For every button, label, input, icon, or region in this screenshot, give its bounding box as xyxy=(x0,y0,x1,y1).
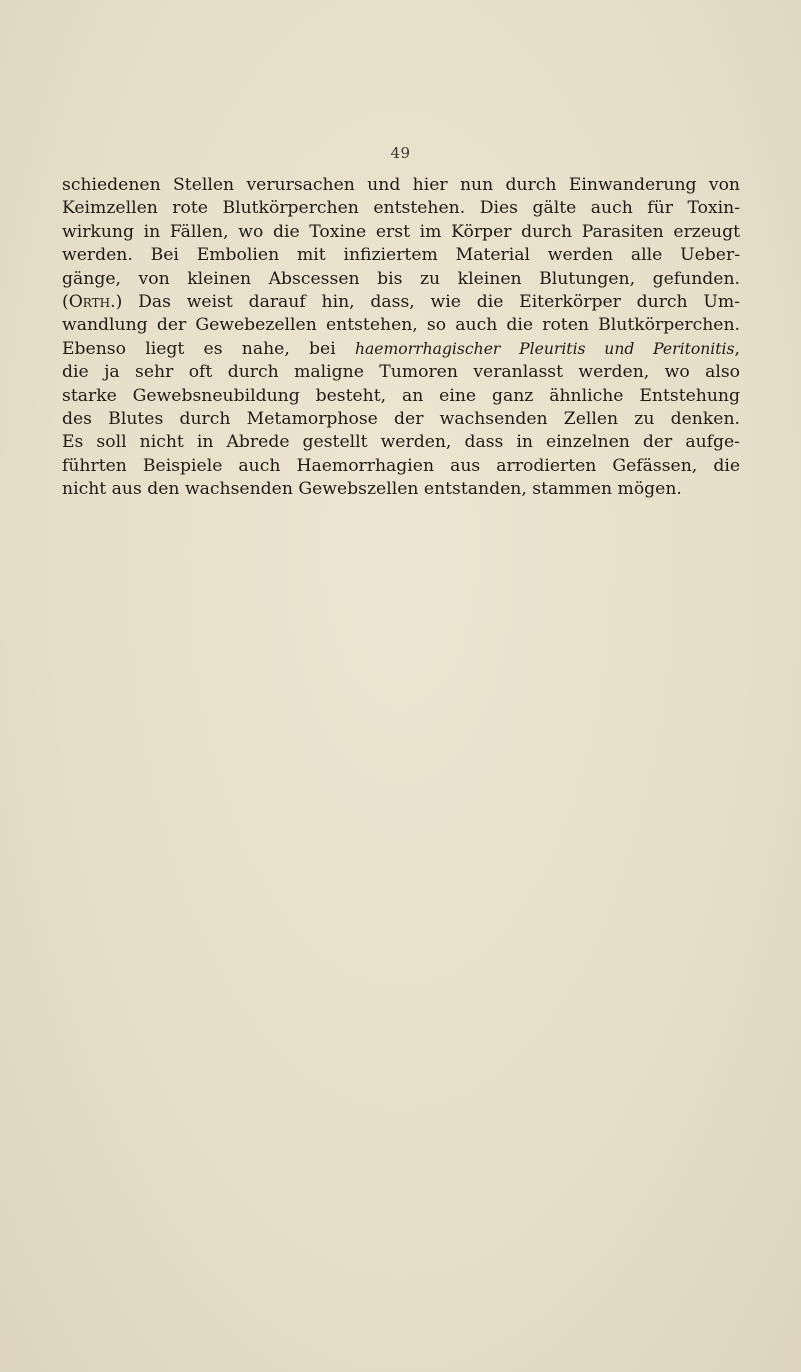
author-name: Orth. xyxy=(68,292,116,313)
text-run: Ebenso liegt es nahe, bei xyxy=(62,338,355,359)
text-line: werden. Bei Embolien mit infiziertem Material werden alle Ueber- xyxy=(62,245,740,266)
text-line: des Blutes durch Metamorphose der wachsenden Zellen zu denken. xyxy=(62,409,740,430)
text-line: führten Beispiele auch Haemorrhagien aus arrodierten Gefässen, die xyxy=(62,455,740,476)
text-line: wirkung in Fällen, wo die Toxine erst im Körper durch Parasiten erzeugt xyxy=(62,221,740,242)
page-number: 49 xyxy=(390,144,411,162)
text-line xyxy=(62,291,740,314)
text-line: Keimzellen rote Blutkörperchen entstehen. Dies gälte auch für Toxin- xyxy=(62,198,740,219)
text-line: starke Gewebsneubildung besteht, an eine ganz ähnliche Entstehung xyxy=(62,385,740,406)
text-line: Es soll nicht in Abrede gestellt werden, dass in einzelnen der aufge- xyxy=(62,432,740,453)
text-line: nicht aus den wachsenden Gewebszellen entstanden, stammen mögen. xyxy=(62,479,682,500)
text-line: gänge, von kleinen Abscessen bis zu kleinen Blutungen, gefunden. xyxy=(62,268,740,289)
text-line: wandlung der Gewebezellen entstehen, so auch die roten Blutkörperchen. xyxy=(62,315,740,336)
italic-term: haemorrhagischer Pleuritis und Peritonitis xyxy=(354,339,735,358)
text-run: ( xyxy=(62,292,69,313)
text-line xyxy=(62,338,740,361)
text-line: schiedenen Stellen verursachen und hier nun durch Einwanderung von xyxy=(62,175,740,195)
body-paragraph xyxy=(62,174,740,502)
text-run: , xyxy=(734,338,740,359)
text-line: die ja sehr oft durch maligne Tumoren veranlasst werden, wo also xyxy=(62,362,740,383)
text-run: ) Das weist darauf hin, dass, wie die Eiterkörper durch Um- xyxy=(115,292,740,313)
